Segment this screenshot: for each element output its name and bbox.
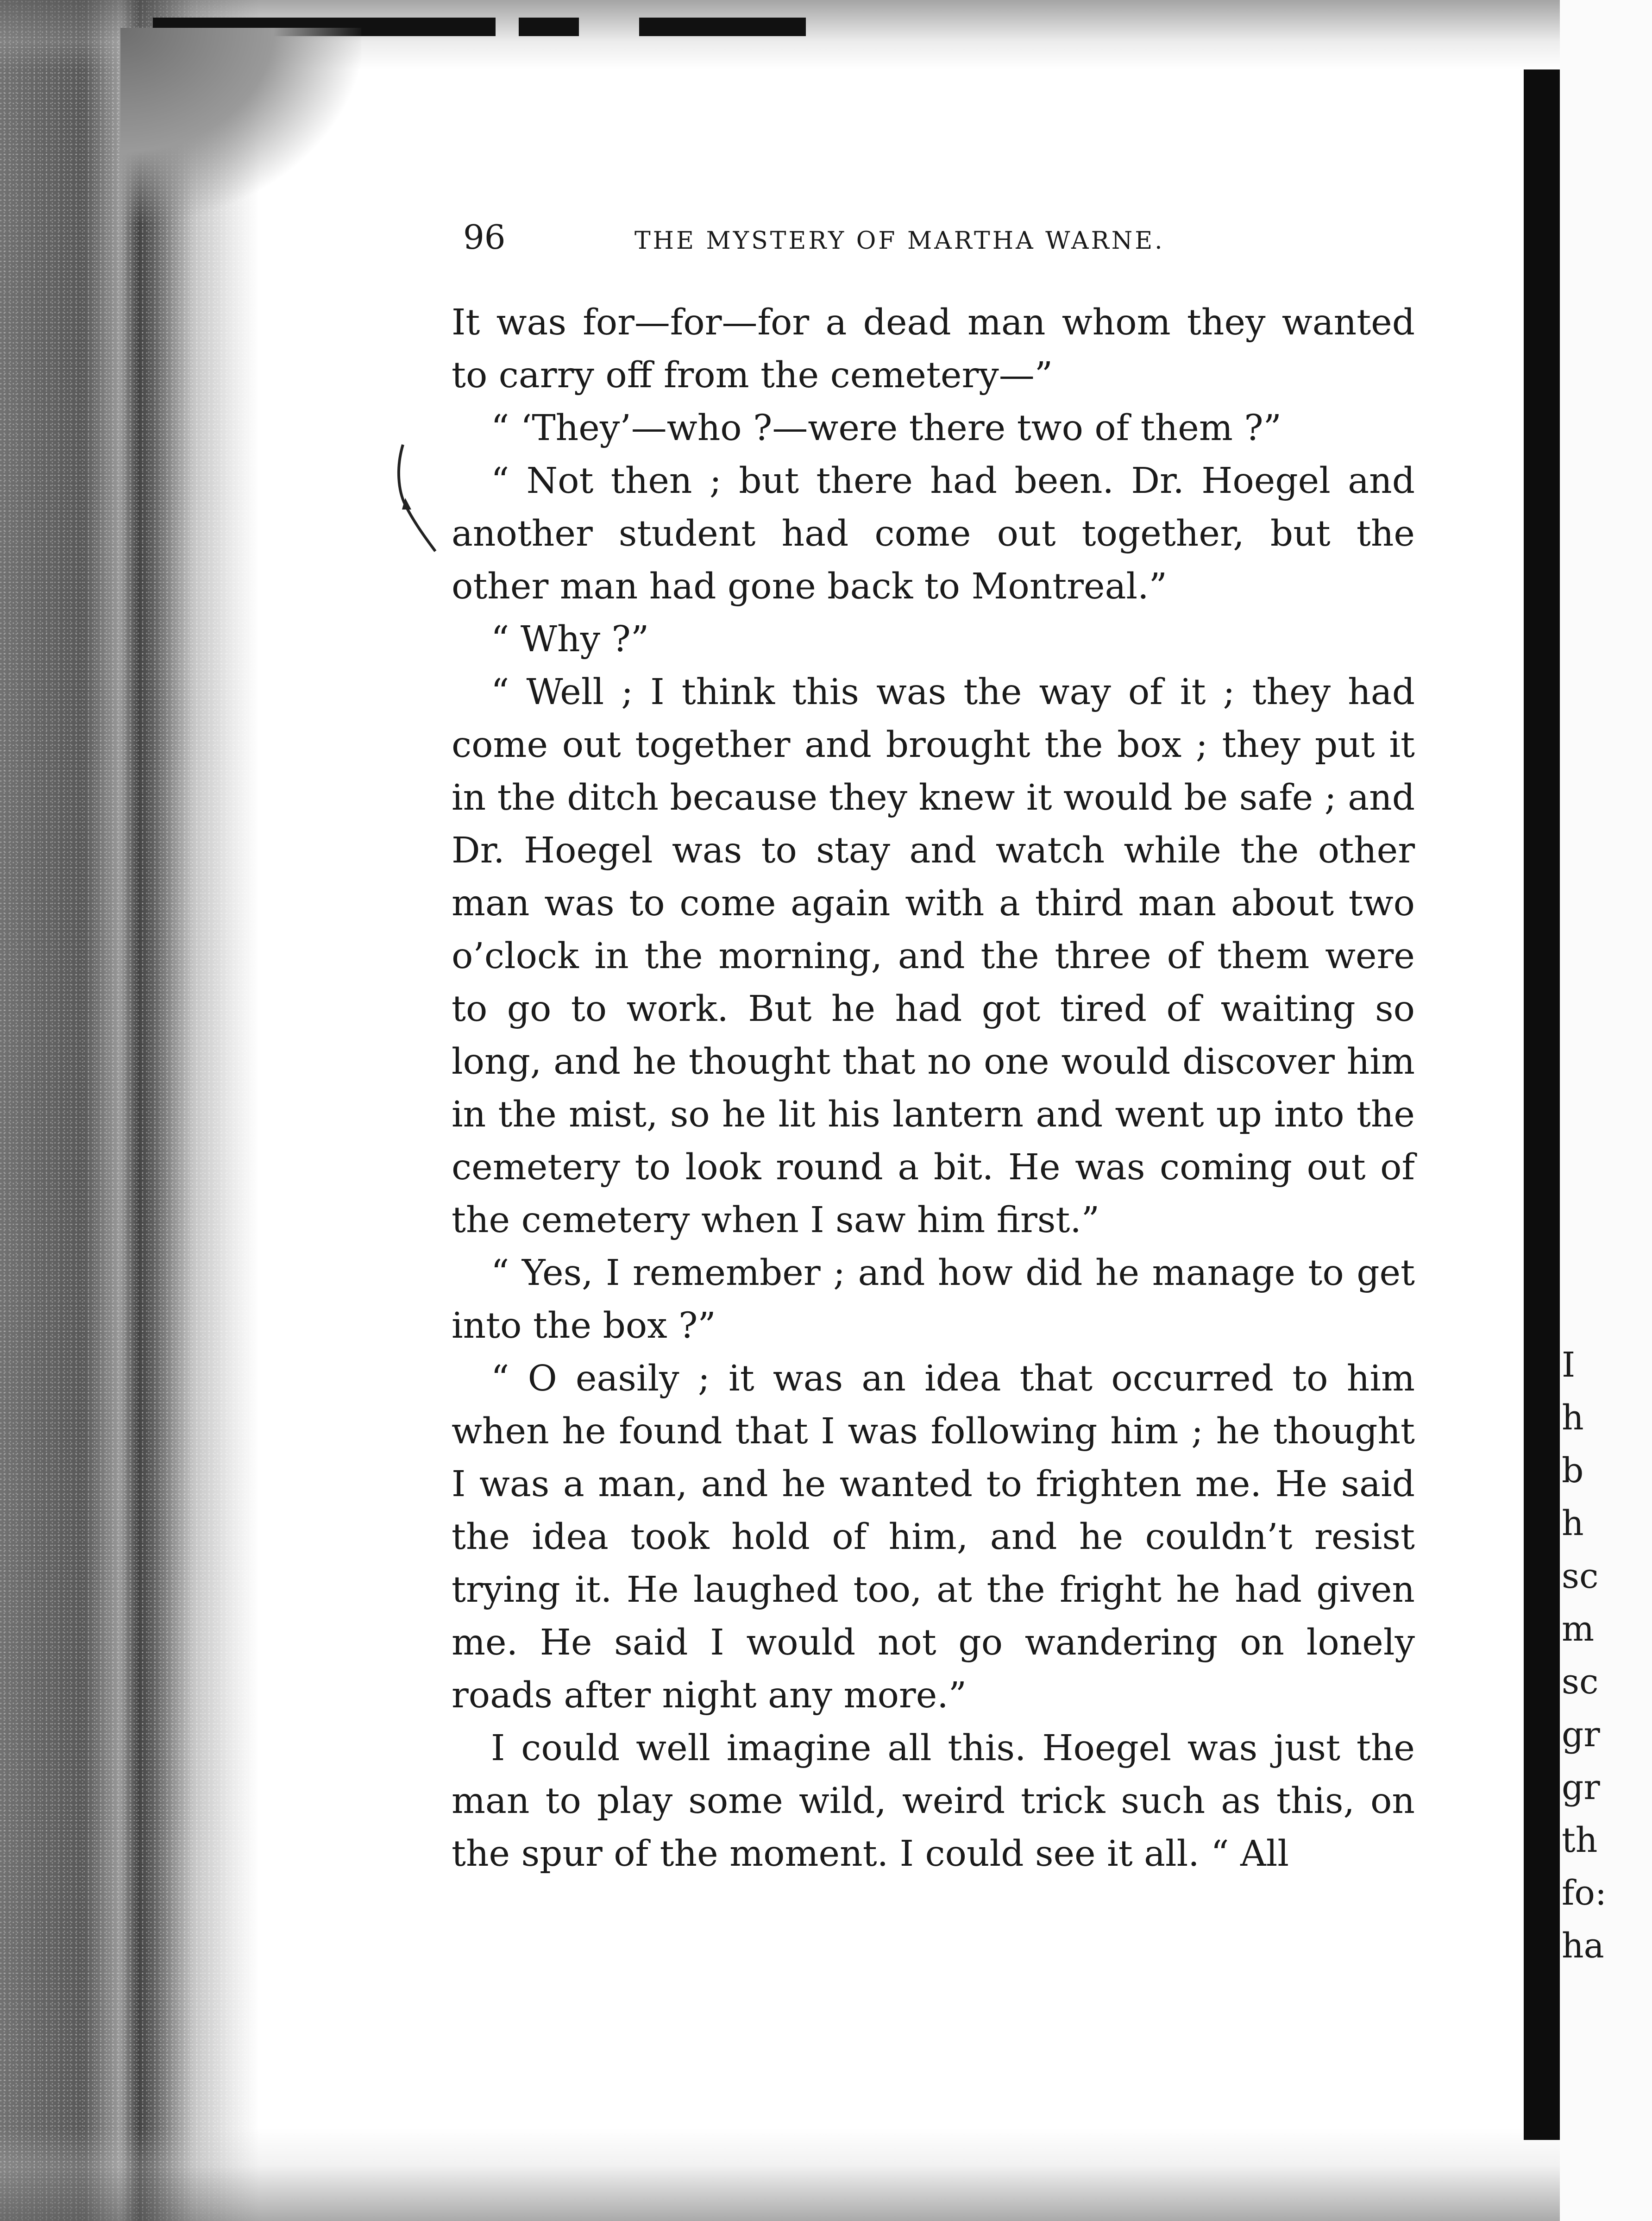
paragraph: It was for—for—for a dead man whom they wanted to carry off from the cemetery—” (452, 302, 1415, 396)
facing-fragment: I (1562, 1345, 1576, 1385)
paragraph: “ ‘They’—who ?—were there two of them ?” (491, 408, 1281, 449)
facing-fragment: gr (1562, 1768, 1600, 1807)
running-title: THE MYSTERY OF MARTHA WARNE. (634, 227, 1165, 255)
facing-fragment: th (1562, 1820, 1598, 1860)
bottom-scan-edge (0, 2128, 1652, 2221)
paragraph: “ Yes, I remember ; and how did he manage to get into the box ?” (452, 1252, 1415, 1346)
scan-artifact-bar (639, 18, 806, 36)
facing-fragment: fo: (1562, 1873, 1607, 1913)
facing-fragment: b (1562, 1451, 1584, 1491)
pencil-mark-icon (384, 440, 449, 560)
paragraph: “ Well ; I think this was the way of it ; they had come out together and brought the box ; they put it in the ditch because they knew it would be safe ; and Dr. Hoegel was to stay and watch while the other man was to come again with a third man about two o’clock in the morning, and the three of them were to go to work. But he had got tired of waiting so long, and he thought that no one would discover him in the mist, so he lit his lantern and went up into the cemetery to look round a bit. He was coming out of the cemetery when I saw him first.” (452, 672, 1415, 1241)
paragraph: “ Why ?” (491, 619, 649, 660)
facing-page-fragments (1562, 1339, 1645, 1972)
facing-fragment: h (1562, 1504, 1584, 1543)
paragraph: I could well imagine all this. Hoegel was just the man to play some wild, weird trick such as this, on the spur of the moment. I could see it all. “ All (452, 1728, 1415, 1875)
facing-fragment: m (1562, 1609, 1595, 1649)
binding-shadow (0, 0, 259, 2221)
facing-fragment: h (1562, 1398, 1584, 1438)
body-text (452, 296, 1415, 1881)
running-header (463, 218, 1413, 269)
facing-fragment: sc (1562, 1556, 1599, 1596)
page-number: 96 (463, 218, 506, 257)
gutter-shadow-bar (1524, 69, 1560, 2140)
facing-fragment: sc (1562, 1662, 1599, 1702)
scan-artifact-bar (519, 18, 579, 36)
paragraph: “ O easily ; it was an idea that occurred to him when he found that I was following him ; he thought I was a man, and he wanted to frighten me. He said the idea took hold of him, and he couldn’t resist trying it. He laughed too, at the fright he had given me. He said I would not go wandering on lonely roads after night any more.” (452, 1358, 1415, 1716)
facing-fragment: gr (1562, 1715, 1600, 1755)
paragraph: “ Not then ; but there had been. Dr. Hoegel and another student had come out together, but the other man had gone back to Montreal.” (452, 460, 1415, 607)
facing-fragment: ha (1562, 1926, 1604, 1966)
torn-corner (120, 28, 361, 222)
